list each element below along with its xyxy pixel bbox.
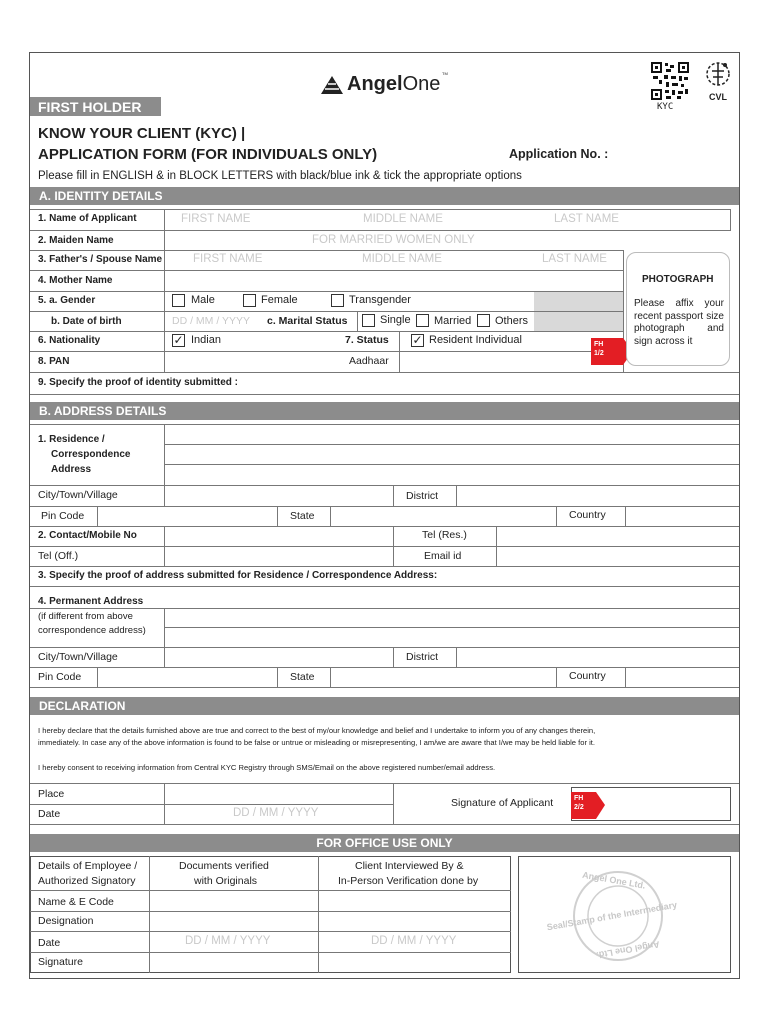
office-date-label: Date bbox=[38, 937, 61, 949]
declaration-text-l1: I hereby declare that the details furnished above are true and correct to the best of my/our knowledge and belief and I undertake to inform you of any changes therein, bbox=[38, 726, 596, 735]
signature-of-applicant-label: Signature of Applicant bbox=[451, 797, 554, 809]
kyc-qr-icon bbox=[650, 61, 690, 101]
cvl-logo-icon bbox=[703, 59, 733, 89]
declaration-heading: DECLARATION bbox=[30, 697, 739, 715]
form-title-line2: APPLICATION FORM (FOR INDIVIDUALS ONLY) bbox=[38, 146, 378, 163]
father-last-name-field[interactable]: LAST NAME bbox=[542, 253, 607, 265]
kyc-label: KYC bbox=[657, 102, 674, 112]
marital-married-label: Married bbox=[434, 315, 472, 327]
gender-male-checkbox[interactable] bbox=[172, 294, 185, 307]
dob-field[interactable]: DD / MM / YYYY bbox=[172, 315, 250, 327]
name-of-applicant-label: 1. Name of Applicant bbox=[38, 213, 137, 224]
fh-flag-1: FH 1/2 bbox=[591, 338, 623, 365]
father-first-name-field[interactable]: FIRST NAME bbox=[193, 253, 263, 265]
photograph-title: PHOTOGRAPH bbox=[642, 274, 714, 285]
perm-city-label: City/Town/Village bbox=[38, 651, 118, 663]
address-section-heading: B. ADDRESS DETAILS bbox=[30, 402, 739, 420]
maiden-name-field[interactable]: FOR MARRIED WOMEN ONLY bbox=[312, 234, 475, 246]
office-use-heading: FOR OFFICE USE ONLY bbox=[30, 834, 739, 852]
office-table bbox=[30, 856, 511, 973]
gender-shaded-cell bbox=[534, 292, 623, 311]
identity-section-heading: A. IDENTITY DETAILS bbox=[30, 187, 739, 205]
aadhaar-field[interactable] bbox=[400, 352, 610, 372]
contact-mobile-label: 2. Contact/Mobile No bbox=[38, 530, 137, 541]
office-col3-l2: In-Person Verification done by bbox=[338, 875, 479, 887]
stamp-text-bottom: Angel One Ltd. bbox=[595, 939, 661, 961]
marital-single-checkbox[interactable] bbox=[362, 314, 375, 327]
res-district-label: District bbox=[406, 490, 439, 502]
place-label: Place bbox=[38, 788, 65, 800]
gender-transgender-label: Transgender bbox=[349, 294, 411, 306]
fh-flag-2-arrow bbox=[596, 792, 605, 819]
gender-male-label: Male bbox=[191, 294, 215, 306]
res-country-label: Country bbox=[569, 509, 606, 521]
office-col2-l2: with Originals bbox=[194, 875, 258, 887]
permanent-address-label-l2: (if different from above bbox=[38, 611, 133, 622]
residence-address-field[interactable] bbox=[165, 425, 739, 485]
stamp-text-middle: Seal/Stamp of the Intermediary bbox=[546, 899, 678, 933]
decl-date-label: Date bbox=[38, 808, 61, 820]
marital-others-checkbox[interactable] bbox=[477, 314, 490, 327]
office-col1-l1: Details of Employee / bbox=[38, 860, 138, 872]
middle-name-field[interactable]: MIDDLE NAME bbox=[363, 213, 443, 225]
perm-district-label: District bbox=[406, 651, 439, 663]
status-label: 7. Status bbox=[345, 334, 389, 346]
office-col3-l1: Client Interviewed By & bbox=[355, 860, 464, 872]
father-middle-name-field[interactable]: MIDDLE NAME bbox=[362, 253, 442, 265]
office-signature-label: Signature bbox=[38, 956, 83, 968]
designation-label: Designation bbox=[38, 915, 94, 927]
status-resident-label: Resident Individual bbox=[429, 334, 522, 346]
photograph-box[interactable] bbox=[626, 252, 730, 366]
tel-off-label: Tel (Off.) bbox=[38, 550, 79, 562]
form-title-line1: KNOW YOUR CLIENT (KYC) | bbox=[38, 125, 246, 142]
permanent-address-label-l3: correspondence address) bbox=[38, 625, 146, 636]
dob-label: b. Date of birth bbox=[51, 316, 122, 327]
nationality-indian-label: Indian bbox=[191, 334, 221, 346]
tel-res-label: Tel (Res.) bbox=[422, 529, 467, 541]
perm-state-label: State bbox=[290, 671, 315, 683]
perm-country-label: Country bbox=[569, 670, 606, 682]
pan-field[interactable] bbox=[165, 352, 345, 372]
first-holder-badge: FIRST HOLDER bbox=[30, 97, 161, 116]
declaration-text-l2: immediately. In case any of the above information is found to be false or untrue or misleading or misrepresenting, I am/we are aware that I/we may be held liable for it. bbox=[38, 738, 596, 747]
trademark: TM bbox=[442, 71, 448, 76]
status-resident-checkbox[interactable]: ✓ bbox=[412, 333, 423, 347]
pan-label: 8. PAN bbox=[38, 356, 70, 367]
cvl-label: CVL bbox=[709, 92, 727, 102]
office-date-field-1[interactable]: DD / MM / YYYY bbox=[185, 935, 271, 947]
father-spouse-label: 3. Father's / Spouse Name bbox=[38, 254, 163, 265]
email-label: Email id bbox=[424, 550, 462, 562]
marital-others-label: Others bbox=[495, 315, 529, 327]
brand-angel: Angel bbox=[347, 73, 403, 95]
brand-one: One bbox=[402, 73, 441, 95]
maiden-name-label: 2. Maiden Name bbox=[38, 235, 114, 246]
residence-label-l2: Correspondence bbox=[51, 449, 131, 460]
name-ecode-label: Name & E Code bbox=[38, 896, 114, 908]
consent-text: I hereby consent to receiving information from Central KYC Registry through SMS/Email on the above registered number/email address. bbox=[38, 763, 496, 772]
gender-transgender-checkbox[interactable] bbox=[331, 294, 344, 307]
res-pin-label: Pin Code bbox=[41, 510, 85, 522]
fill-instruction: Please fill in ENGLISH & in BLOCK LETTERS with black/blue ink & tick the appropriate options bbox=[38, 170, 522, 182]
marital-single-label: Single bbox=[380, 314, 411, 326]
decl-date-field[interactable]: DD / MM / YYYY bbox=[233, 807, 319, 819]
perm-pin-label: Pin Code bbox=[38, 671, 82, 683]
proof-of-address-label: 3. Specify the proof of address submitted for Residence / Correspondence Address: bbox=[38, 570, 438, 581]
permanent-address-label-l1: 4. Permanent Address bbox=[38, 596, 144, 607]
proof-of-identity-label: 9. Specify the proof of identity submitted : bbox=[38, 377, 239, 388]
res-state-label: State bbox=[290, 510, 315, 522]
res-city-label: City/Town/Village bbox=[38, 489, 118, 501]
permanent-address-field[interactable] bbox=[165, 588, 739, 647]
gender-female-label: Female bbox=[261, 294, 298, 306]
triangle-logo-icon bbox=[321, 76, 343, 94]
fh-flag-2: FH 2/2 bbox=[571, 792, 596, 819]
marital-married-checkbox[interactable] bbox=[416, 314, 429, 327]
last-name-field[interactable]: LAST NAME bbox=[554, 213, 619, 225]
stamp-text-top: Angel One Ltd. bbox=[581, 869, 647, 891]
residence-label-l1: 1. Residence / bbox=[38, 434, 105, 445]
marital-shaded-cell bbox=[534, 312, 623, 331]
aadhaar-label: Aadhaar bbox=[349, 355, 389, 367]
nationality-label: 6. Nationality bbox=[38, 335, 101, 346]
marital-status-label: c. Marital Status bbox=[267, 315, 348, 327]
first-name-field[interactable]: FIRST NAME bbox=[181, 213, 251, 225]
photograph-instruction: Please affix your recent passport size photograph and sign across it bbox=[634, 298, 724, 347]
gender-female-checkbox[interactable] bbox=[243, 294, 256, 307]
gender-label: 5. a. Gender bbox=[38, 295, 96, 306]
nationality-indian-checkbox[interactable]: ✓ bbox=[173, 333, 184, 347]
mother-name-field[interactable] bbox=[165, 271, 623, 291]
office-col2-l1: Documents verified bbox=[179, 860, 269, 872]
application-no-label: Application No. : bbox=[509, 147, 609, 161]
office-date-field-2[interactable]: DD / MM / YYYY bbox=[371, 935, 457, 947]
residence-label-l3: Address bbox=[51, 464, 92, 475]
office-col1-l2: Authorized Signatory bbox=[38, 875, 136, 887]
mother-name-label: 4. Mother Name bbox=[38, 275, 113, 286]
